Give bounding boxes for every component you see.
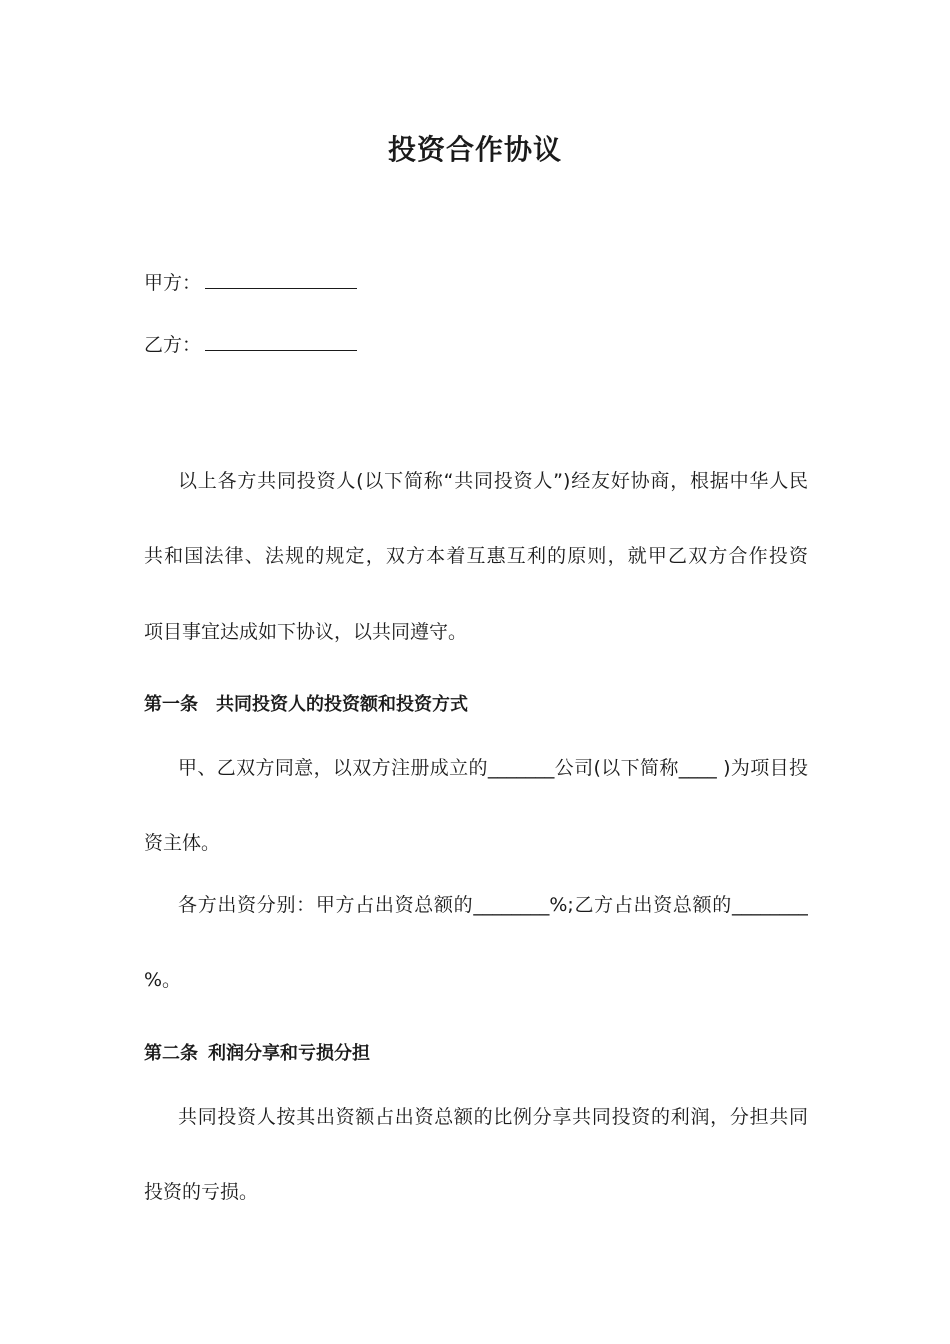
- article-2-number: 第二条: [144, 1043, 198, 1064]
- article-1-title: 共同投资人的投资额和投资方式: [216, 694, 468, 715]
- article-1-p2-line-2: %。: [144, 969, 182, 991]
- party-b-blank: [205, 330, 357, 351]
- party-b-line: [144, 330, 357, 359]
- document-title: 投资合作协议: [387, 133, 562, 166]
- party-a-label: 甲方：: [144, 272, 202, 294]
- party-b-label: 乙方：: [144, 334, 202, 356]
- party-a-blank: [205, 268, 357, 289]
- article-1-number: 第一条: [144, 694, 198, 715]
- preamble-line-2: 共和国法律、法规的规定，双方本着互惠互利的原则，就甲乙双方合作投资: [144, 545, 808, 567]
- article-1-p2-line-1: 各方出资分别：甲方占出资总额的________%;乙方占出资总额的________: [178, 894, 808, 916]
- preamble-line-3: 项目事宜达成如下协议，以共同遵守。: [144, 621, 468, 643]
- preamble-line-1: 以上各方共同投资人(以下简称“共同投资人”)经友好协商，根据中华人民: [178, 470, 808, 492]
- article-2-heading: [144, 1040, 370, 1068]
- article-1-p1-line-2: 资主体。: [144, 832, 221, 854]
- article-1-p1-line-1: 甲、乙双方同意，以双方注册成立的_______公司(以下简称____ )为项目投: [178, 757, 808, 779]
- party-a-line: [144, 268, 357, 297]
- article-1-heading: [144, 691, 468, 719]
- article-2-p1-line-1: 共同投资人按其出资额占出资总额的比例分享共同投资的利润，分担共同: [178, 1106, 808, 1128]
- article-2-title: 利润分享和亏损分担: [208, 1043, 370, 1064]
- article-2-p1-line-2: 投资的亏损。: [144, 1181, 259, 1203]
